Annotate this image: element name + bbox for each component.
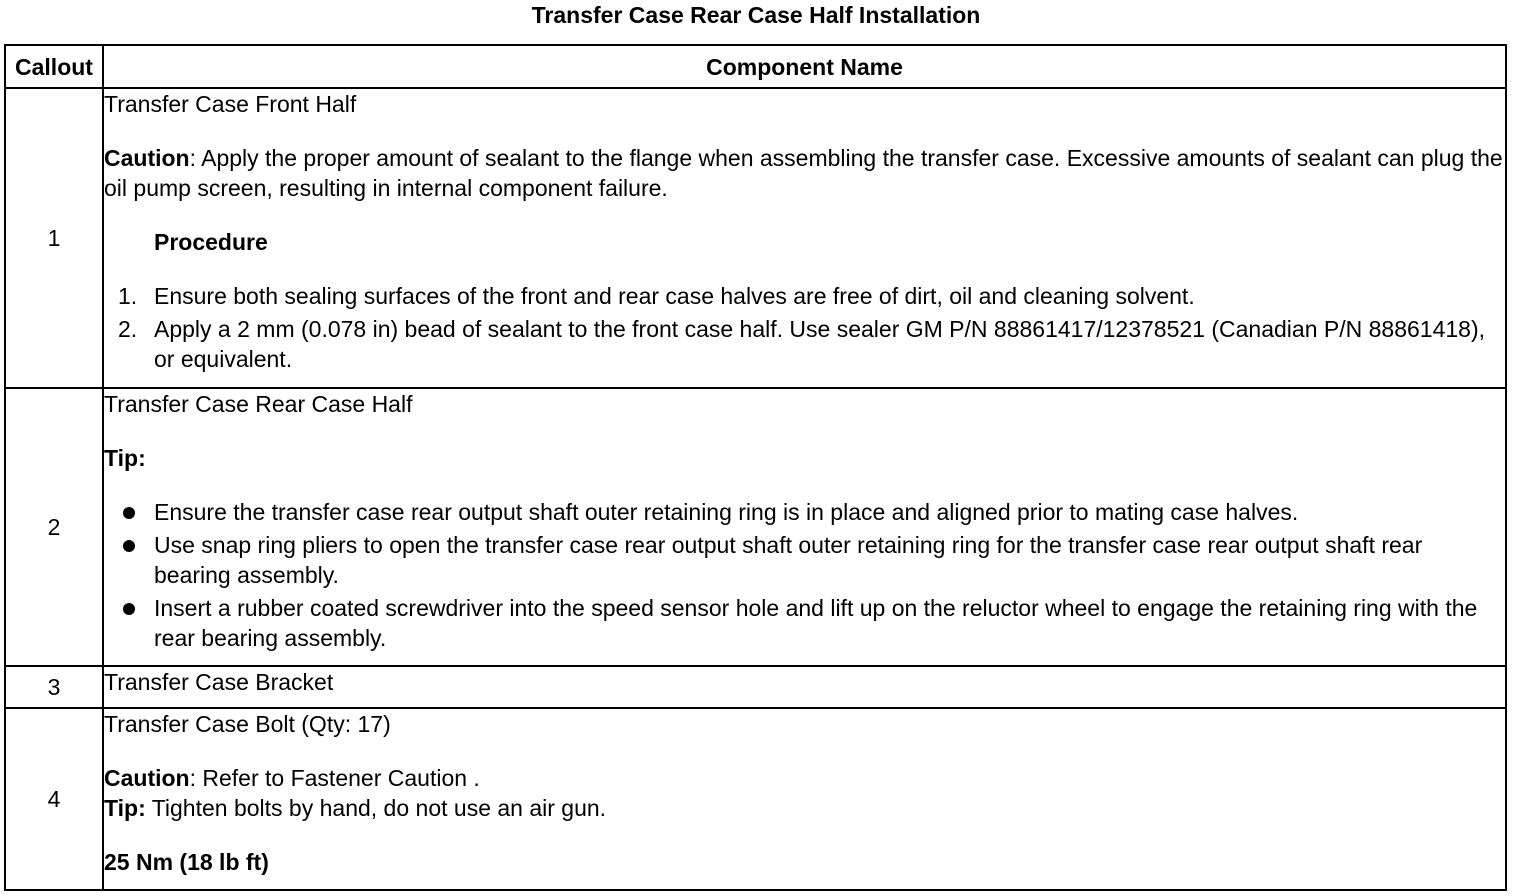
torque-value: 25 Nm (18 lb ft)	[104, 849, 269, 875]
table-row	[5, 708, 1506, 890]
bullet-dot-icon	[123, 603, 135, 615]
bullet-dot-icon	[123, 507, 135, 519]
step-text: Ensure both sealing surfaces of the front and rear case halves are free of dirt, oil and cleaning solvent.	[154, 283, 1195, 309]
bullet-text: Use snap ring pliers to open the transfer case rear output shaft outer retaining ring for the transfer case rear output shaft rear bearing assembly.	[154, 532, 1423, 588]
component-name: Transfer Case Bracket	[104, 669, 334, 695]
procedure-steps	[104, 281, 1505, 374]
tip-text: Tighten bolts by hand, do not use an air gun.	[145, 795, 607, 821]
caution-note	[104, 143, 1505, 203]
table-row	[5, 666, 1506, 708]
step-number: 1.	[118, 283, 138, 309]
component-name-header: Component Name	[103, 45, 1506, 88]
tip-bullet	[104, 530, 1505, 590]
caution-label: Caution	[104, 765, 190, 791]
caution-note	[104, 763, 1505, 793]
tip-label-text: Tip:	[104, 445, 146, 471]
component-name: Transfer Case Front Half	[104, 91, 357, 117]
procedure-step	[104, 281, 1505, 311]
step-number: 2.	[118, 316, 138, 342]
table-row	[5, 388, 1506, 666]
step-text: Apply a 2 mm (0.078 in) bead of sealant to the front case half. Use sealer GM P/N 88861417/12378521 (Canadian P/N 88861418), or equivalent.	[154, 316, 1485, 372]
bullet-dot-icon	[123, 540, 135, 552]
tip-note	[104, 793, 1505, 823]
torque-spec	[104, 847, 1505, 877]
caution-text: : Apply the proper amount of sealant to the flange when assembling the transfer case. Excessive amounts of sealant can plug the oil pump screen, resulting in internal component failure.	[104, 145, 1503, 201]
callout-number: 2	[5, 388, 103, 666]
bullet-text: Insert a rubber coated screwdriver into the speed sensor hole and lift up on the reluctor wheel to engage the retaining ring with the rear bearing assembly.	[154, 595, 1478, 651]
callout-number: 1	[5, 88, 103, 388]
tip-label	[104, 443, 1505, 473]
component-table	[4, 44, 1507, 891]
bullet-text: Ensure the transfer case rear output shaft outer retaining ring is in place and aligned prior to mating case halves.	[154, 499, 1299, 525]
page-title: Transfer Case Rear Case Half Installation	[531, 2, 981, 28]
tip-bullet	[104, 593, 1505, 653]
table-header-row	[5, 45, 1506, 88]
component-cell	[103, 666, 1506, 708]
caution-text: : Refer to Fastener Caution .	[189, 765, 480, 791]
caution-label: Caution	[104, 145, 190, 171]
tip-label: Tip:	[104, 795, 146, 821]
tip-bullet	[104, 497, 1505, 527]
component-cell	[103, 88, 1506, 388]
callout-header: Callout	[5, 45, 103, 88]
callout-number: 3	[5, 666, 103, 708]
procedure-heading: Procedure	[154, 229, 268, 255]
component-name: Transfer Case Bolt (Qty: 17)	[104, 711, 391, 737]
component-cell	[103, 388, 1506, 666]
table-row	[5, 88, 1506, 388]
procedure-step	[104, 314, 1505, 374]
tip-bullets	[104, 497, 1505, 653]
component-name: Transfer Case Rear Case Half	[104, 391, 413, 417]
callout-number: 4	[5, 708, 103, 890]
component-cell	[103, 708, 1506, 890]
